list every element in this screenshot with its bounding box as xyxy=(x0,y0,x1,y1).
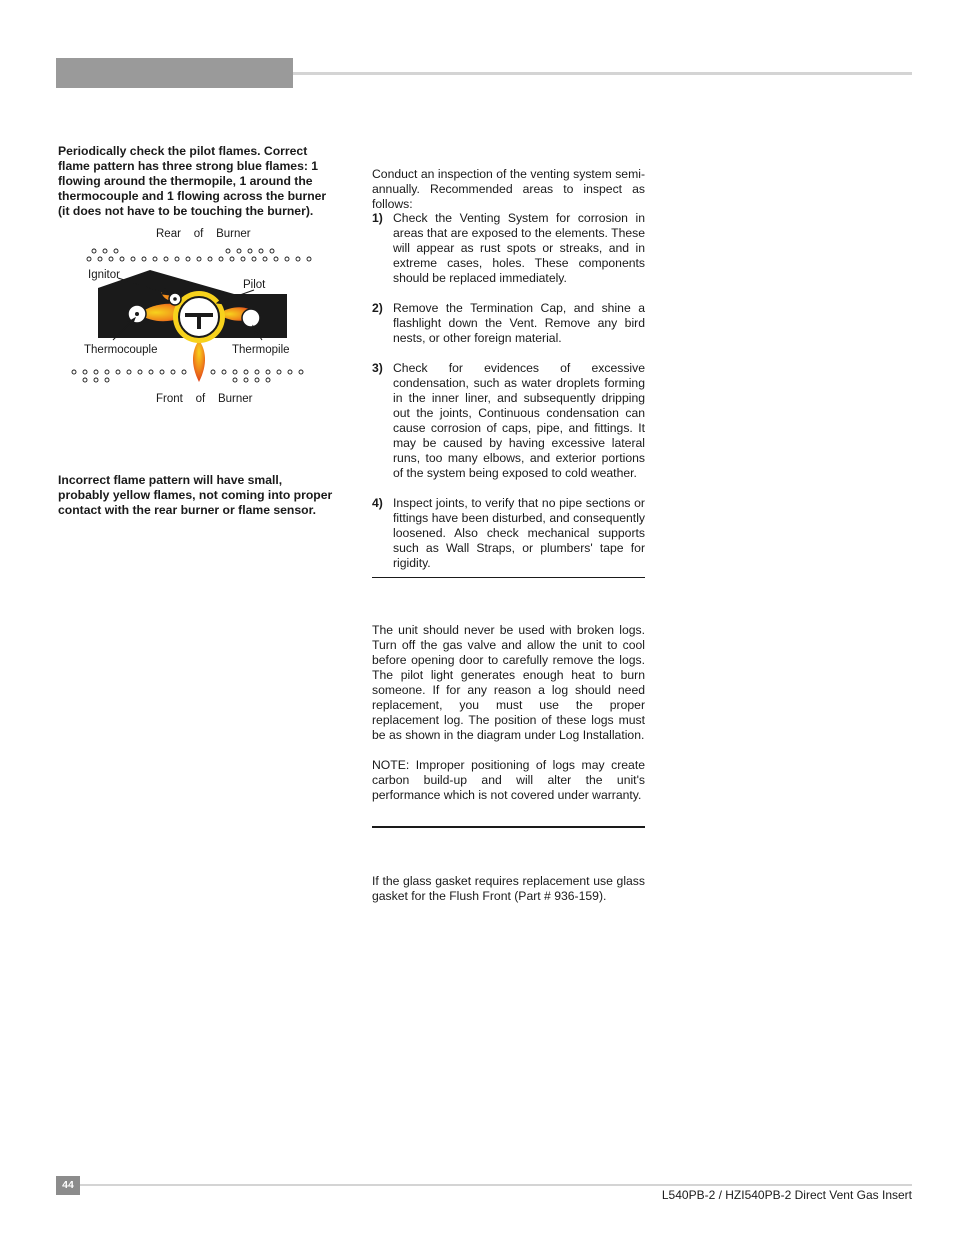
venting-intro: Conduct an inspection of the venting system semi-annually. Recommended areas to inspect as follows: xyxy=(372,167,645,211)
incorrect-flame-text: Incorrect flame pattern will have small, probably yellow flames, not coming into proper contact with the rear burner or flame sensor. xyxy=(58,473,333,517)
venting-item-2 xyxy=(372,301,645,346)
venting-item-text: Inspect joints, to verify that no pipe sections or fittings have been disturbed, and consequently loosened. Also check mechanical supports such as Wall Straps, or plumbers' tape for rigidity. xyxy=(393,496,645,570)
venting-item-text: Remove the Termination Cap, and shine a flashlight down the Vent. Remove any bird nests, or other foreign material. xyxy=(393,301,645,345)
logs-paragraph: The unit should never be used with broken logs. Turn off the gas valve and allow the unit to cool before opening door to carefully remove the logs. The pilot light generates enough heat to burn someone. If for any reason a log should need replacement, you must use the proper replacement log. The position of these logs must be as shown in the diagram under Log Installation. xyxy=(372,623,645,742)
ignitor-center xyxy=(173,297,177,301)
pilot-hood-stem xyxy=(197,317,201,329)
thermopile-icon xyxy=(242,309,260,327)
venting-item-1 xyxy=(372,211,645,286)
thermocouple-label: Thermocouple xyxy=(84,344,158,356)
rear-of-burner-label: Rear of Burner xyxy=(156,228,251,240)
venting-item-number: 1) xyxy=(372,211,383,225)
pilot-flame-diagram xyxy=(58,222,333,410)
front-of-burner-label: Front of Burner xyxy=(156,393,253,405)
section-divider xyxy=(372,826,645,828)
pilot-label: Pilot xyxy=(243,279,266,291)
rear-burner-ports xyxy=(87,249,311,261)
front-burner-ports xyxy=(72,370,303,382)
logs-section xyxy=(372,623,645,803)
footer-rule xyxy=(80,1184,912,1186)
logs-note: NOTE: Improper positioning of logs may create carbon build-up and will alter the unit's performance which is not covered under warranty. xyxy=(372,758,645,802)
header-bar xyxy=(56,58,293,88)
venting-item-3 xyxy=(372,361,645,481)
section-divider xyxy=(372,577,645,578)
venting-item-text: Check the Venting System for corrosion in areas that are exposed to the elements. These will appear as rust spots or streaks, and in extreme cases, holes. These components should be replaced immediately. xyxy=(393,211,645,285)
pilot-intro-text: Periodically check the pilot flames. Correct flame pattern has three strong blue flames: 1 flowing around the thermopile, 1 around the thermocouple and 1 flowing across the burner (it does not have to be touching the burner). xyxy=(58,144,327,218)
header-rule xyxy=(293,72,912,75)
venting-item-4 xyxy=(372,496,645,571)
ignitor-label: Ignitor xyxy=(88,269,120,281)
venting-item-number: 4) xyxy=(372,496,383,510)
venting-item-text: Check for evidences of excessive condensation, such as water droplets forming in the inner liner, and subsequently dripping out the joints, Continuous condensation can cause corrosion of caps, pipe, and fittings. It may be caused by having excessive lateral runs, too many elbows, and exterior portions of the system being exposed to cold weather. xyxy=(393,361,645,480)
pilot-hood-bar xyxy=(185,313,213,317)
page-number: 44 xyxy=(56,1176,80,1195)
venting-item-number: 2) xyxy=(372,301,383,315)
thermocouple-center xyxy=(135,312,139,316)
venting-item-number: 3) xyxy=(372,361,383,375)
thermopile-label: Thermopile xyxy=(232,344,290,356)
footer-doc-title: L540PB-2 / HZI540PB-2 Direct Vent Gas Insert xyxy=(661,1188,912,1202)
gasket-text: If the glass gasket requires replacement use glass gasket for the Flush Front (Part # 936-159). xyxy=(372,874,645,903)
front-flame xyxy=(193,340,205,382)
